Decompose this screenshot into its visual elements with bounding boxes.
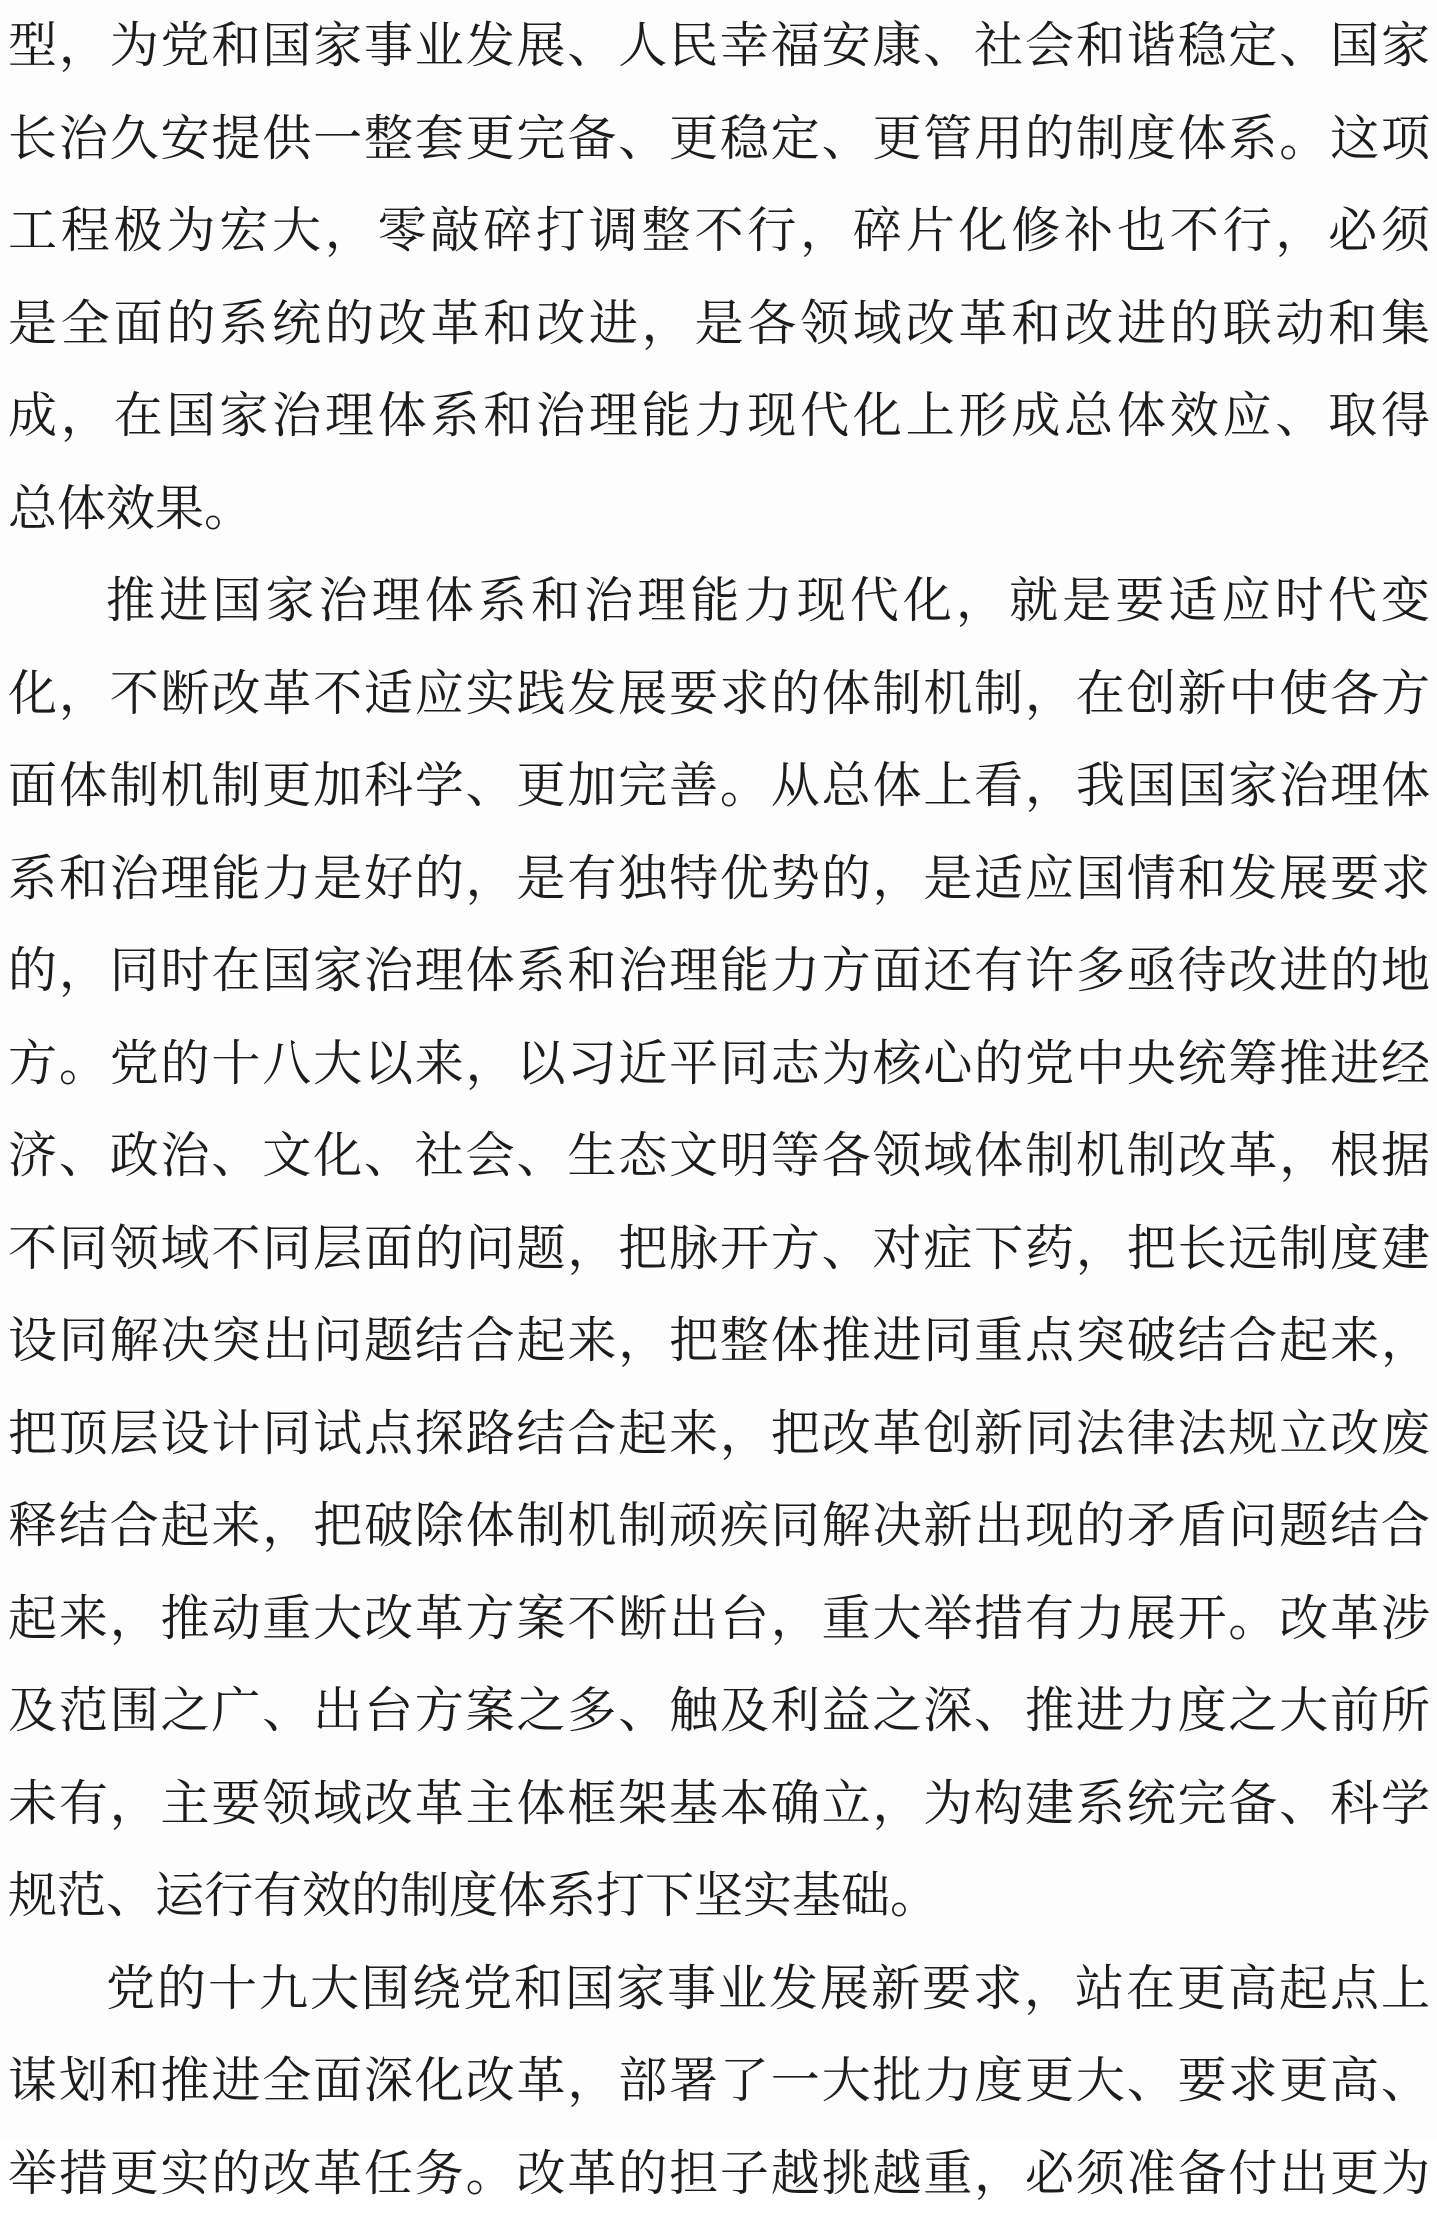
- text-line: 谋划和推进全面深化改革，部署了一大批力度更大、要求更高、: [8, 2035, 1430, 2128]
- text-line: 型，为党和国家事业发展、人民幸福安康、社会和谐稳定、国家: [8, 0, 1430, 93]
- text-line: 是全面的系统的改革和改进，是各领域改革和改进的联动和集: [8, 278, 1430, 371]
- text-line: 起来，推动重大改革方案不断出台，重大举措有力展开。改革涉: [8, 1573, 1430, 1666]
- text-line: 方。党的十八大以来，以习近平同志为核心的党中央统筹推进经: [8, 1018, 1430, 1111]
- text-line: 党的十九大围绕党和国家事业发展新要求，站在更高起点上: [8, 1943, 1430, 2036]
- text-line: 济、政治、文化、社会、生态文明等各领域体制机制改革，根据: [8, 1110, 1430, 1203]
- text-line: 设同解决突出问题结合起来，把整体推进同重点突破结合起来，: [8, 1295, 1430, 1388]
- text-line: 不同领域不同层面的问题，把脉开方、对症下药，把长远制度建: [8, 1203, 1430, 1296]
- text-line: 举措更实的改革任务。改革的担子越挑越重，必须准备付出更为: [8, 2128, 1430, 2220]
- text-line: 的，同时在国家治理体系和治理能力方面还有许多亟待改进的地: [8, 925, 1430, 1018]
- text-line: 及范围之广、出台方案之多、触及利益之深、推进力度之大前所: [8, 1665, 1430, 1758]
- text-line: 总体效果。: [8, 463, 1437, 556]
- text-line: 释结合起来，把破除体制机制顽疾同解决新出现的矛盾问题结合: [8, 1480, 1430, 1573]
- text-line: 把顶层设计同试点探路结合起来，把改革创新同法律法规立改废: [8, 1388, 1430, 1481]
- text-line: 规范、运行有效的制度体系打下坚实基础。: [8, 1850, 1437, 1943]
- text-line: 推进国家治理体系和治理能力现代化，就是要适应时代变: [8, 555, 1430, 648]
- text-line: 化，不断改革不适应实践发展要求的体制机制，在创新中使各方: [8, 648, 1430, 741]
- text-line: 成，在国家治理体系和治理能力现代化上形成总体效应、取得: [8, 370, 1430, 463]
- text-line: 未有，主要领域改革主体框架基本确立，为构建系统完备、科学: [8, 1758, 1430, 1851]
- text-line: 长治久安提供一整套更完备、更稳定、更管用的制度体系。这项: [8, 93, 1430, 186]
- text-line: 系和治理能力是好的，是有独特优势的，是适应国情和发展要求: [8, 833, 1430, 926]
- text-line: 面体制机制更加科学、更加完善。从总体上看，我国国家治理体: [8, 740, 1430, 833]
- text-line: 工程极为宏大，零敲碎打调整不行，碎片化修补也不行，必须: [8, 185, 1430, 278]
- body-text: [8, 0, 1437, 2220]
